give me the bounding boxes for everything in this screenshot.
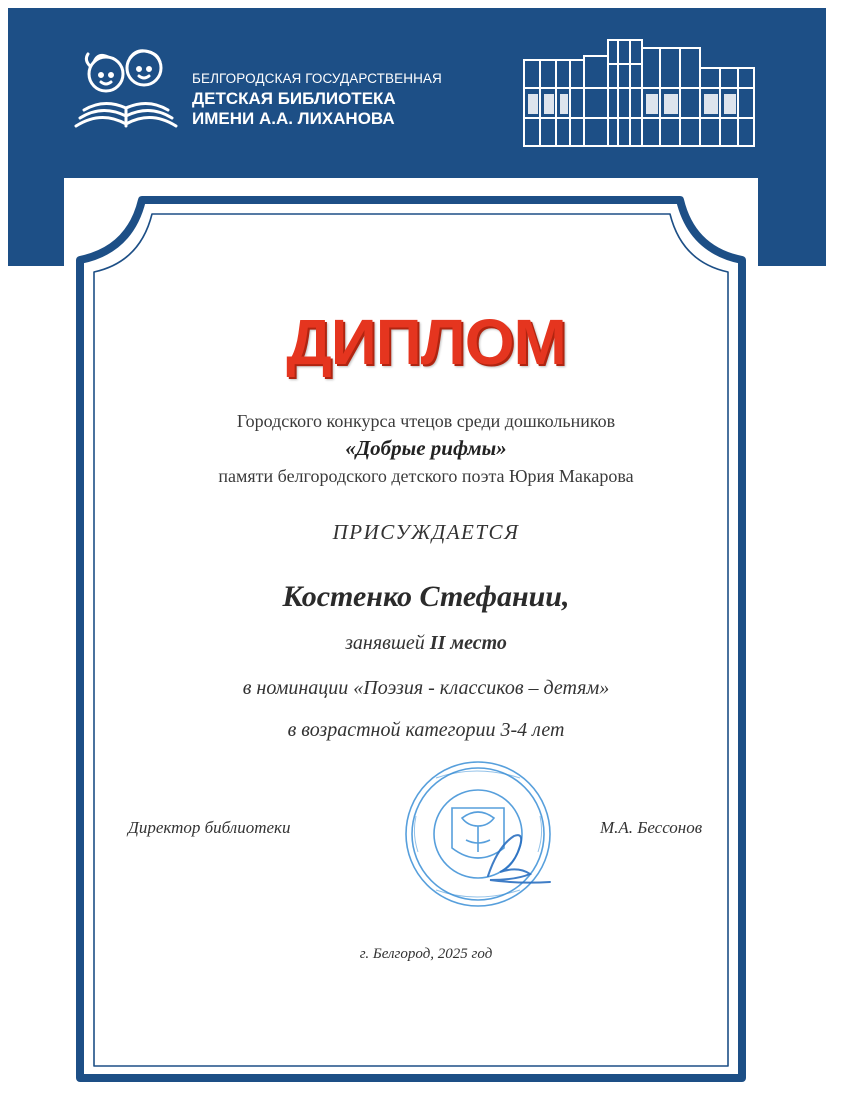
recipient-name: Костенко Стефании, (282, 580, 570, 613)
director-name: М.А. Бессонов (600, 818, 703, 837)
contest-description: Городского конкурса чтецов среди дошкольников (236, 411, 616, 431)
awarded-label: ПРИСУЖДАЕТСЯ (332, 520, 520, 544)
org-name-line3: ИМЕНИ А.А. ЛИХАНОВА (192, 109, 395, 129)
official-stamp-icon (396, 756, 562, 912)
org-name-line1: БЕЛГОРОДСКАЯ ГОСУДАРСТВЕННАЯ (192, 71, 442, 86)
org-name-line2: ДЕТСКАЯ БИБЛИОТЕКА (192, 89, 396, 109)
organization-name (192, 72, 442, 130)
nomination: в номинации «Поэзия - классиков – детям» (242, 677, 610, 699)
contest-name: «Добрые рифмы» (345, 436, 507, 460)
library-building-icon (520, 38, 760, 150)
children-reading-book-icon (66, 44, 186, 139)
place-line (0, 632, 852, 655)
director-title: Директор библиотеки (128, 818, 291, 837)
place-prefix: занявшей (345, 632, 425, 654)
place-value: II место (429, 632, 507, 654)
age-category: в возрастной категории 3-4 лет (287, 719, 565, 741)
contest-dedication: памяти белгородского детского поэта Юрия Макарова (218, 466, 634, 486)
place-and-date: г. Белгород, 2025 год (359, 946, 493, 962)
diploma-title: ДИПЛОМ (286, 306, 566, 378)
